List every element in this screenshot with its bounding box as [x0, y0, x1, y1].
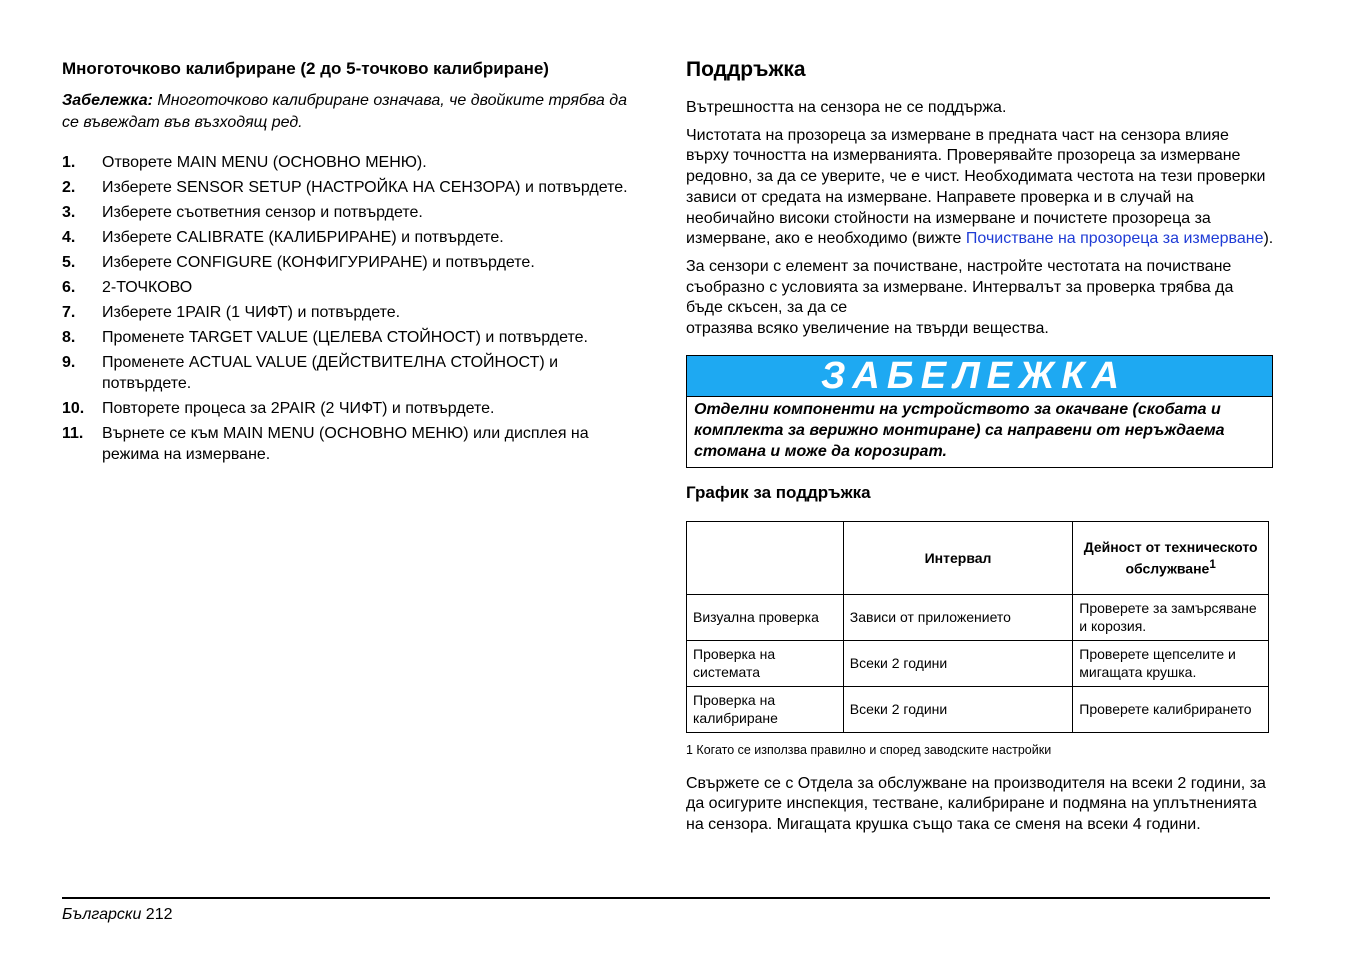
table-cell: Проверете щепселите и мигащата крушка.: [1073, 640, 1269, 686]
step-text: Изберете CALIBRATE (КАЛИБРИРАНЕ) и потвърдете.: [102, 229, 504, 246]
notice-box: [686, 355, 1273, 468]
table-header-row: [687, 521, 1269, 594]
note-text: Многоточково калибриране означава, че двойките трябва да се въвеждат във възходящ ред.: [62, 92, 627, 131]
left-column: [62, 58, 642, 469]
step-number: 8.: [62, 329, 76, 346]
step-number: 9.: [62, 354, 76, 371]
step-number: 11.: [62, 425, 84, 442]
page-footer: [62, 906, 173, 924]
activity-header-text: Дейност от техническото обслужване: [1083, 538, 1258, 577]
step-number: 2.: [62, 179, 76, 196]
step-number: 10.: [62, 400, 85, 417]
step-item: [62, 202, 642, 223]
step-text: Променете ACTUAL VALUE (ДЕЙСТВИТЕЛНА СТОЙНОСТ) и потвърдете.: [102, 354, 559, 392]
step-text: Изберете 1PAIR (1 ЧИФТ) и потвърдете.: [102, 304, 401, 321]
page-number: 212: [145, 906, 173, 923]
notice-line1: Отделни компоненти на устройството за окачване (скобата и: [694, 400, 1221, 418]
step-text: Променете TARGET VALUE (ЦЕЛЕВА СТОЙНОСТ) и потвърдете.: [102, 329, 588, 346]
step-text: Отворете MAIN MENU (ОСНОВНО МЕНЮ).: [102, 154, 427, 171]
table-cell: Проверете за замърсяване и корозия.: [1073, 594, 1269, 640]
table-cell: Проверка на калибриране: [687, 686, 844, 732]
step-text: 2-ТОЧКОВО: [102, 279, 193, 296]
table-cell: Зависи от приложението: [843, 594, 1073, 640]
cleaning-window-link[interactable]: Почистване на прозореца за измерване: [965, 230, 1264, 248]
table-cell: Всеки 2 години: [843, 640, 1073, 686]
step-item: [62, 277, 642, 298]
table-row: [687, 640, 1269, 686]
step-item: [62, 398, 642, 419]
step-text: Изберете CONFIGURE (КОНФИГУРИРАНЕ) и потвърдете.: [102, 254, 535, 271]
step-text: Изберете съответния сензор и потвърдете.: [102, 204, 423, 221]
table-cell: Проверете калибрирането: [1073, 686, 1269, 732]
footnote-marker: 1: [1209, 557, 1216, 571]
table-header-cell: [1073, 521, 1269, 594]
step-number: 4.: [62, 229, 76, 246]
step-number: 7.: [62, 304, 76, 321]
step-item: [62, 327, 642, 348]
step-item: [62, 352, 642, 394]
paragraph-cleaning-line2: отразява всяко увеличение на твърди вещества.: [686, 320, 1049, 338]
step-item: [62, 302, 642, 323]
paragraph-cleaning: [686, 257, 1274, 340]
table-row: [687, 594, 1269, 640]
table-cell: Проверка на системата: [687, 640, 844, 686]
step-text: Върнете се към MAIN MENU (ОСНОВНО МЕНЮ) или дисплея на режима на измерване.: [102, 425, 589, 463]
footer-language: Български: [62, 906, 142, 923]
paragraph-cleaning-line1: За сензори с елемент за почистване, настройте честотата на почистване съобразно с условията за измерване. Интервалът за проверка трябва да бъде скъсен, за да се: [686, 257, 1234, 317]
multipoint-note: [62, 90, 642, 134]
paragraph-window: [686, 126, 1274, 250]
paragraph-service: Свържете се с Отдела за обслужване на производителя на всеки 2 години, за да осигурите инспекция, тестване, калибриране и подмяна на уплътненията на сензора. Мигащата крушка също така се сменя на всеки 4 години.: [686, 774, 1266, 834]
table-cell: Всеки 2 години: [843, 686, 1073, 732]
maintenance-schedule-table: [686, 521, 1269, 733]
footer-divider: [62, 897, 1270, 899]
step-item: [62, 177, 642, 198]
multipoint-heading: Многоточково калибриране (2 до 5-точково калибриране): [62, 59, 549, 78]
paragraph-window-end: ).: [1263, 230, 1274, 248]
notice-line2: комплекта за верижно монтиране) са направени от неръждаема стомана и може да корозират.: [694, 421, 1225, 460]
maintenance-title: Поддръжка: [686, 58, 806, 81]
right-column: [686, 56, 1274, 843]
table-cell: Визуална проверка: [687, 594, 844, 640]
paragraph-window-text: Чистотата на прозореца за измерване в предната част на сензора влияе върху точността на измерванията. Проверявайте прозореца за измерване редовно, за да се уверите, че е чист. Необходимата честота на тези проверки зависи от средата на измерване. Направете проверка и в случай на необичайно високи стойности на измерване и почистете прозореца за измерване, ако е необходимо (вижте: [686, 126, 1266, 248]
paragraph-interior: Вътрешността на сензора не се поддържа.: [686, 99, 1007, 116]
step-number: 5.: [62, 254, 76, 271]
table-row: [687, 686, 1269, 732]
step-number: 3.: [62, 204, 76, 221]
step-item: [62, 227, 642, 248]
step-number: 1.: [62, 154, 76, 171]
step-text: Повторете процеса за 2PAIR (2 ЧИФТ) и потвърдете.: [102, 400, 495, 417]
step-item: [62, 252, 642, 273]
step-number: 6.: [62, 279, 76, 296]
notice-title: ЗАБЕЛЕЖКА: [687, 356, 1272, 397]
note-label: Забележка:: [62, 92, 153, 109]
step-item: [62, 423, 642, 465]
notice-text: [687, 397, 1272, 467]
step-text: Изберете SENSOR SETUP (НАСТРОЙКА НА СЕНЗОРА) и потвърдете.: [102, 179, 628, 196]
table-footnote: 1 Когато се използва правилно и според заводските настройки: [686, 742, 1052, 757]
table-header-cell: Интервал: [843, 521, 1073, 594]
schedule-heading: График за поддръжка: [686, 482, 871, 502]
table-header-cell: [687, 521, 844, 594]
steps-list: [62, 152, 642, 465]
step-item: [62, 152, 642, 173]
